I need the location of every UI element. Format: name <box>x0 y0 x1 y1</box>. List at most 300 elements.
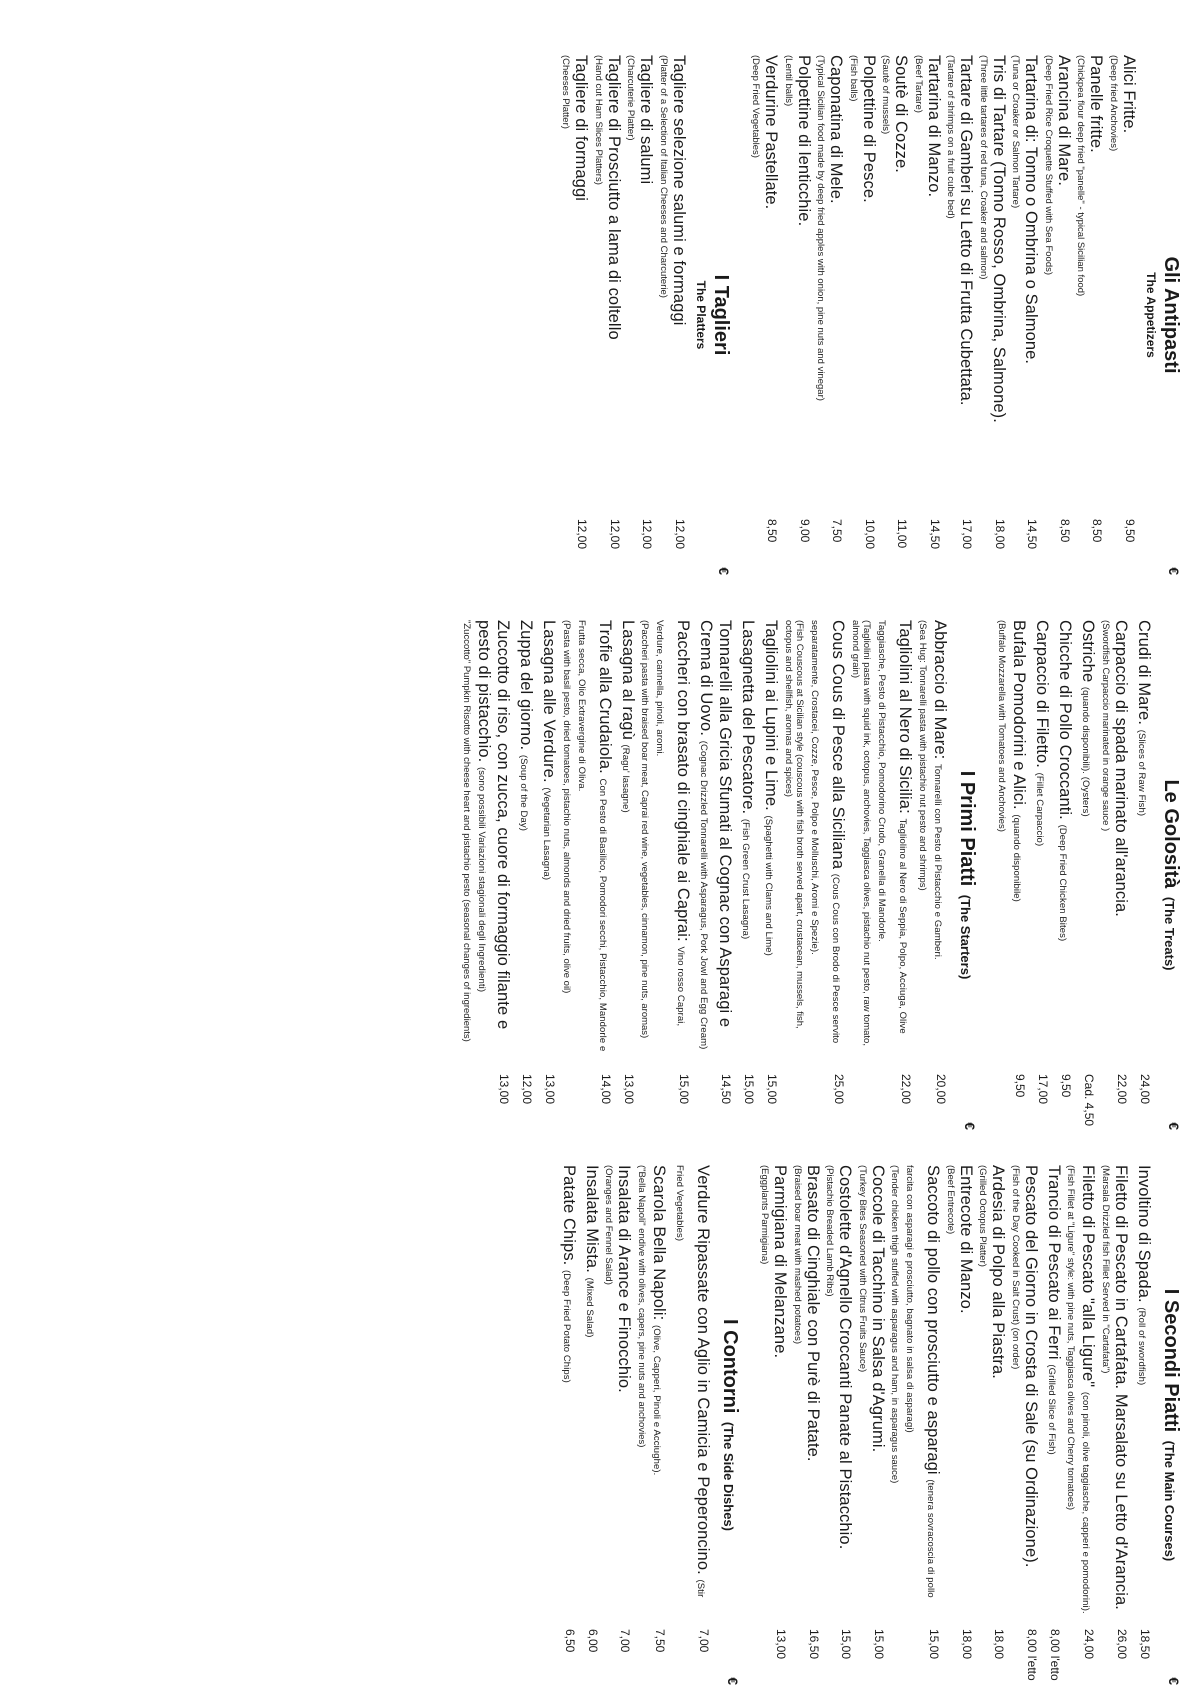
menu-item-price: 13,00 <box>543 1074 558 1105</box>
menu-item-title: Entrecote di Manzo. <box>957 1165 975 1314</box>
menu-item-title: Lasagna alle Verdure. <box>540 620 559 783</box>
menu-item <box>593 55 624 575</box>
section-contorni <box>557 1165 741 1685</box>
menu-item-note: (Spaghetti with Clams and Lime) <box>763 815 775 956</box>
menu-item <box>880 55 911 575</box>
menu-item <box>945 55 976 575</box>
menu-item-price: 15,00 <box>927 1629 942 1660</box>
menu-item-description: (Three little tartares of red tuna, Croaker and salmon) <box>978 55 989 280</box>
menu-item-name <box>1132 1165 1153 1617</box>
menu-item-name <box>928 620 949 1062</box>
menu-item-note: (Fish Green Crust Lasagna) <box>740 818 752 940</box>
section-header <box>955 620 978 1130</box>
menu-item-price: 12,00 <box>673 519 687 550</box>
menu-item-price: 7,00 <box>697 1629 711 1653</box>
menu-item <box>1010 1165 1041 1685</box>
menu-item-name <box>1022 55 1041 507</box>
menu-item-name <box>836 1165 855 1617</box>
section-header <box>1159 620 1182 1130</box>
menu-item-price: 14,00 <box>599 1074 613 1105</box>
menu-item-title: Tris di Tartare (Tonno Rosso, Ombrina, Salmone). <box>990 55 1008 423</box>
menu-item <box>913 55 944 575</box>
menu-item-title: Carpaccio di spada marinato all'arancia. <box>1112 620 1130 917</box>
menu-item-note: (Soup of the Day) <box>518 754 530 831</box>
menu-item-price: 6,50 <box>563 1629 577 1653</box>
menu-item-title: Brasato di Cinghiale con Purè di Patate. <box>804 1165 822 1462</box>
menu-item-description: (Oranges and Fennel Salad) <box>603 1165 615 1285</box>
menu-item-description: (Beef Entrecote) <box>945 1165 956 1235</box>
menu-item-title: Involtino di Spada. <box>1135 1165 1153 1303</box>
menu-item-title: Cous Cous di Pesce alla Siciliana <box>829 620 848 870</box>
menu-item-price: 12,00 <box>640 519 655 550</box>
menu-item-note: (sono possibili Variazioni stagionali degli Ingredienti) <box>476 767 488 993</box>
menu-item-name <box>651 620 693 1062</box>
section-title: I Primi Piatti <box>956 770 978 887</box>
menu-item <box>978 55 1009 575</box>
menu-item-name <box>892 55 911 507</box>
menu-item-description: (Turkey Bites Seasoned with Citrus Fruits Sauce) <box>857 1165 868 1373</box>
menu-item-title: Saccoto di pollo con prosciutto e asparagi <box>924 1165 943 1475</box>
menu-item-title: Paccheri con brasato di cinghiale ai Caprai: <box>674 620 693 942</box>
menu-item-note: (Roll of swordfish) <box>1136 1307 1147 1386</box>
menu-item-price: 14,50 <box>928 519 942 550</box>
menu-item-note: (Grilled Slice of Fish) <box>1046 1364 1057 1455</box>
menu-item <box>695 620 735 1130</box>
menu-item-note: (Deep Fried Chicken Bites) <box>1057 824 1069 942</box>
section-title: Le Golosità <box>1160 779 1182 889</box>
menu-item-description: (Beef Tartare) <box>913 55 924 113</box>
menu-item-name <box>538 620 559 1062</box>
menu-item-name <box>873 620 915 1062</box>
menu-items <box>560 55 688 575</box>
menu-item <box>996 620 1029 1130</box>
section-header <box>1159 1165 1182 1685</box>
menu-item <box>737 620 758 1130</box>
menu-item-name <box>868 1165 887 1617</box>
menu-item-price: 17,00 <box>960 519 975 550</box>
menu-item-note: Vino rosso Caprai, Verdure, cannella, pinoli, aromi. <box>654 620 687 1027</box>
menu-item <box>670 1165 712 1685</box>
menu-item-description: (Deep Fried Vegetables) <box>750 55 762 158</box>
section-secondi <box>759 1165 1182 1685</box>
currency-symbol: € <box>962 1122 978 1130</box>
menu-item-name <box>1031 620 1052 1062</box>
menu-item-title: Carpaccio di Filetto. <box>1033 620 1052 768</box>
menu-item-title: Tagliolini al Nero di Sicilia: <box>896 620 915 814</box>
menu-item-title: Caponatina di Mele. <box>827 55 846 204</box>
menu-item-note: (quando disponibile) <box>1011 814 1023 902</box>
section-subtitle: The Platters <box>694 280 708 350</box>
menu-item-name <box>557 1165 578 1617</box>
menu-item <box>561 620 615 1130</box>
menu-item-name <box>604 55 623 507</box>
menu-item-price: 7,00 <box>618 1629 633 1653</box>
menu-item-title: Chicche di Pollo Croccanti. <box>1056 620 1075 820</box>
menu-item <box>917 620 950 1130</box>
menu-item-title: Scarola Bella Napoli: <box>650 1165 668 1321</box>
menu-item-description: (Paccheri pasta with braised boar meat, Caprai red wine, vegetables, cinnamon, pine nuts, aromas) <box>639 620 651 1039</box>
menu-item-price: 7,50 <box>653 1629 667 1653</box>
menu-item-title: Tagliere di salumi <box>637 55 656 185</box>
menu-item-title: Parmigiana di Melanzane. <box>771 1165 790 1359</box>
menu-item-note: Tagliolino al Nero di Seppia, Polpo, Acciuga, Olive Taggiasche, Pesto di Pistacchio, Pomodorino Crudo, Granella di Mandorle. <box>876 620 909 1034</box>
menu-item-description: (Marsala Drizzled fish Fillet Served in "Cartafata") <box>1100 1165 1111 1374</box>
menu-item-title: Verdure Ripassate con Aglio in Camicia e Peperoncino. <box>694 1165 712 1575</box>
menu-items <box>759 1165 1153 1685</box>
menu-item <box>1100 1165 1131 1685</box>
menu-item <box>515 620 536 1130</box>
menu-item-name <box>924 55 943 507</box>
menu-item-description: ("Bella Napoli" endive with olives, capers, pine nuts and anchovies) <box>636 1165 647 1448</box>
menu-item-price: 26,00 <box>1115 1629 1129 1660</box>
menu-item-note: Con Pesto di Basilico, Pomodori secchi, Pistacchio, Mandorle e Frutta secca, Olio Extravergine di Oliva. <box>576 620 608 1052</box>
menu-item-price: 9,50 <box>1123 519 1137 543</box>
section-header <box>694 55 732 575</box>
menu-item-price: Cad. 4,50 <box>1082 1074 1097 1127</box>
section-subtitle: (The Starters) <box>958 894 973 980</box>
menu-item-price: 15,00 <box>742 1074 757 1105</box>
menu-item-name <box>989 55 1008 507</box>
menu-item <box>760 620 781 1130</box>
menu-item <box>815 55 846 575</box>
menu-item-name <box>572 55 591 507</box>
section-primi <box>461 620 978 1130</box>
menu-item-title: Abbraccio di Mare: <box>931 620 949 760</box>
menu-item-name <box>1077 1165 1098 1617</box>
menu-item-title: Crudi di Mare. <box>1135 620 1153 726</box>
menu-item-name <box>1132 620 1153 1062</box>
menu-item-name <box>956 1165 975 1617</box>
menu-item-title: Bufala Pomodorini e Alici. <box>1010 620 1029 810</box>
menu-item-name <box>989 1165 1008 1617</box>
section-header <box>1144 55 1182 575</box>
section-title: Gli Antipasti <box>1160 256 1182 374</box>
menu-item <box>977 1165 1008 1685</box>
menu-item-description: (Grilled Octopus Platter) <box>977 1165 989 1267</box>
menu-item-name <box>647 1165 668 1617</box>
menu-item-title: Ostriche <box>1079 620 1098 683</box>
menu-item-name <box>957 55 976 507</box>
section-title: I Secondi Piatti <box>1160 1288 1182 1433</box>
menu-item-description: (Tuna or Croaker or Salmon Tartare) <box>1010 55 1022 209</box>
menu-item <box>560 55 591 575</box>
menu-item-price: 15,00 <box>872 1629 886 1660</box>
menu-item <box>1100 620 1131 1130</box>
menu-item-price: 7,50 <box>830 519 845 543</box>
menu-item <box>750 55 781 575</box>
menu-item-price: 18,00 <box>960 1629 974 1660</box>
menu-item-price: 8,00 l'etto <box>1025 1629 1039 1681</box>
menu-item <box>1010 55 1041 575</box>
menu-item <box>850 620 915 1130</box>
section-subtitle: (The Treats) <box>1162 896 1177 971</box>
menu-item <box>639 620 693 1130</box>
menu-item-price: 13,00 <box>774 1629 789 1660</box>
menu-item-title: Lasagnetta del Pescatore. <box>739 620 758 815</box>
currency-symbol: € <box>716 567 732 575</box>
menu-item-title: Pescato del Giorno in Crosta di Sale (su Ordinazione). <box>1022 1165 1040 1568</box>
menu-item-description: (Pasta with basil pesto, dried tomatoes, pistachio nuts, almonds and dried fruits, olive oil) <box>561 620 572 994</box>
menu-item <box>636 1165 669 1685</box>
menu-item-name <box>806 620 848 1062</box>
menu-item-title: Polpettine di lenticchie. <box>795 55 813 227</box>
menu-item-description: (Hand cut Ham Slices Platters) <box>593 55 604 185</box>
menu-item <box>538 620 559 1130</box>
menu-item <box>616 620 637 1130</box>
menu-item <box>848 55 879 575</box>
menu-item-note: (Cognac Drizzled Tonnarelli with Asparagus, Pork Jowl and Egg Cream) <box>698 740 710 1050</box>
menu-item-name <box>1008 620 1029 1062</box>
menu-item-description: (Swordfish Carpaccio marinated in orange sauce ) <box>1100 620 1111 832</box>
menu-item-name <box>695 620 735 1062</box>
menu-item-price: 25,00 <box>832 1074 847 1105</box>
menu-item-note: (Mixed Salad) <box>584 1277 595 1338</box>
menu-item-name <box>515 620 536 1062</box>
menu-column-primi <box>10 620 1182 1130</box>
menu-item-description: (Deep Fried Rice Croquette Stuffed with Sea Foods) <box>1043 55 1054 276</box>
menu-item-price: 13,00 <box>622 1074 636 1105</box>
menu-item-description: (Pistachio Breaded Lamb Ribs) <box>824 1165 836 1297</box>
menu-item-price: 9,50 <box>1059 1074 1074 1098</box>
menu-item-price: 18,00 <box>992 1629 1007 1660</box>
menu-item-name <box>901 1165 943 1617</box>
menu-item-name <box>572 620 614 1062</box>
menu-item-title: Tagliere di formaggi <box>572 55 591 201</box>
menu-item-title: Alici Fritte. <box>1120 55 1138 134</box>
menu-item-title: Filetto di Pescato "alla Ligure" <box>1079 1165 1098 1388</box>
menu-item-description: (Charcuterie Platter) <box>625 55 637 141</box>
menu-item-title: Zuccotto di riso, con zucca, cuore di formaggio filante e pesto di pistacchio. <box>475 620 513 1030</box>
menu-item-description: (Typical Sicilian food made by deep fried apples with onion, pine nuts and vinegar) <box>815 55 827 401</box>
menu-item-note: (con pinoli, olive taggiasche, capperi e pomodorini). <box>1080 1391 1092 1614</box>
menu-item-title: Patate Chips. <box>560 1165 578 1266</box>
menu-items <box>557 1165 712 1685</box>
menu-item-description: (Eggplants Parmigiana) <box>759 1165 771 1265</box>
section-antipasti <box>750 55 1182 575</box>
menu-item-name <box>1111 620 1130 1062</box>
menu-item-title: Trofie alla Crudaiola. <box>596 620 614 774</box>
menu-item-title: Tagliere selezione salumi e formaggi <box>670 55 688 326</box>
menu-item-price: 18,00 <box>993 519 1007 550</box>
menu-item-title: Filetto di Pescato in Cartafata. Marsalato su Letto d'Arancia. <box>1112 1165 1130 1610</box>
menu-item-title: Insalata di Arance e Finocchio. <box>615 1165 634 1393</box>
menu-item <box>759 1165 790 1685</box>
section-title: I Contorni <box>719 1319 741 1414</box>
menu-item-note: (tenera sovracoscia di pollo farcita con asparagi e prosciutto, bagnato in salsa di asparagi) <box>904 1165 937 1598</box>
menu-item-name <box>771 1165 790 1617</box>
section-subtitle: (The Main Courses) <box>1162 1440 1177 1562</box>
section-title: I Taglieri <box>710 274 732 356</box>
menu-item-note: (Deep Fried Potato Chips) <box>561 1270 572 1383</box>
menu-item-name <box>762 55 781 507</box>
menu-item <box>580 1165 601 1685</box>
menu-item <box>461 620 513 1130</box>
menu-item-name <box>1054 55 1073 507</box>
menu-item-name <box>1077 620 1098 1062</box>
menu-item-title: Tonnarelli alla Gricia Sfumati al Cognac con Asparagi e Crema di Uovo. <box>697 620 735 1028</box>
menu-item-title: Arancina di Mare. <box>1055 55 1073 187</box>
menu-item-name <box>803 1165 822 1617</box>
currency-symbol: € <box>1166 1122 1182 1130</box>
menu-item <box>783 55 814 575</box>
menu-item-description: (Platter of a Selection of Italian Cheeses and Charcuterie) <box>658 55 669 298</box>
menu-item-price: 8,50 <box>765 519 780 543</box>
menu-item-price: 14,50 <box>719 1074 734 1105</box>
menu-item-name <box>1087 55 1106 507</box>
menu-item <box>1054 620 1075 1130</box>
menu-item-name <box>615 1165 634 1617</box>
menu-item-price: 9,50 <box>1013 1074 1028 1098</box>
menu-item-description: (Cheeses Platter) <box>560 55 572 129</box>
menu-item-title: Coccole di Tacchino in Salsa d'Agrumi. <box>869 1165 887 1453</box>
menu-item <box>1065 1165 1098 1685</box>
menu-item <box>945 1165 976 1685</box>
menu-items <box>750 55 1138 575</box>
menu-item <box>783 620 848 1130</box>
menu-item-price: 16,50 <box>807 1629 821 1660</box>
menu-item-description: (Lentil balls) <box>783 55 794 107</box>
menu-item-price: 10,00 <box>863 519 877 550</box>
menu-item-title: Polpettine di Pesce. <box>860 55 878 203</box>
menu-item-price: 12,00 <box>608 519 622 550</box>
menu-items <box>996 620 1153 1130</box>
menu-item-price: 22,00 <box>1115 1074 1129 1105</box>
menu-item <box>824 1165 855 1685</box>
menu-item-name <box>1042 1165 1063 1617</box>
menu-item-description: (Tagliolini pasta with squid ink, octopus, anchovies, Taggiasca olives, pistachio nut pesto, raw tomato, almond grain) <box>850 620 873 1046</box>
menu-item-name <box>1111 1165 1130 1617</box>
menu-item-price: 13,00 <box>497 1074 512 1105</box>
menu-item-title: Tartarina di Manzo. <box>925 55 943 198</box>
menu-item <box>889 1165 943 1685</box>
menu-item <box>603 1165 634 1685</box>
menu-item-price: 12,00 <box>575 519 590 550</box>
menu-item-title: Soutè di Cozze. <box>892 55 911 173</box>
menu-item-description: (Fish Couscous at Sicilian style (couscous with fish broth served apart, crustacean, mussels, fish, octopus and shellfish, aromas and spices) <box>783 620 806 1029</box>
menu-item-description: (Fish Fillet at "Ligure" style: with pine nuts, Taggiasca olives and Cherry tomatoes) <box>1065 1165 1077 1511</box>
menu-item-title: Tagliolini ai Lupini e Lime. <box>762 620 781 811</box>
menu-item-name <box>760 620 781 1062</box>
menu-item-note: (Slices of Raw Fish) <box>1136 729 1147 817</box>
menu-item-description: (Buffalo Mozzarella with Tomatoes and Anchovies) <box>996 620 1008 832</box>
menu-item-title: Costolette d'Agnello Croccanti Panate al Pistacchio. <box>836 1165 855 1550</box>
menu-item-title: Panelle fritte. <box>1087 55 1106 153</box>
menu-item-note: (Olive, Capperi, Pinoli e Acciughe). <box>651 1324 662 1476</box>
menu-item-name <box>1021 1165 1040 1617</box>
menu-item-note: (Ragu' lasagne) <box>620 744 631 813</box>
menu-item-title: Lasagna al ragù <box>619 620 637 740</box>
menu-item-note: (Fillet Carpaccio) <box>1034 772 1046 847</box>
menu-item <box>625 55 656 575</box>
menu-item <box>1042 1165 1063 1685</box>
menu-item-description: (Tartare of shrimps on a fruit cube bed) <box>945 55 957 219</box>
menu-item <box>557 1165 578 1685</box>
menu-item <box>1075 55 1106 575</box>
section-taglieri <box>560 55 732 575</box>
menu-item-name <box>794 55 813 507</box>
menu-item-note: (Vegetarian Lasagna) <box>541 787 553 881</box>
currency-symbol: € <box>725 1677 741 1685</box>
menu-item-price: 8,50 <box>1090 519 1105 543</box>
menu-item-price: 15,00 <box>839 1629 854 1660</box>
section-subtitle: The Appetizers <box>1144 272 1158 358</box>
menu-item-title: Insalata Mista. <box>583 1165 601 1273</box>
menu-item-price: 8,50 <box>1058 519 1072 543</box>
menu-item-description: (Fish of the Day Cooked in Salt Crust) (on order) <box>1010 1165 1021 1370</box>
menu-item-name <box>859 55 878 507</box>
menu-item-title: Trancio di Pescato ai Ferri <box>1045 1165 1063 1360</box>
menu-item-price: 11,00 <box>895 519 910 549</box>
menu-item-name <box>473 620 513 1062</box>
menu-item-price: 24,00 <box>1082 1629 1097 1660</box>
menu-item-name <box>827 55 846 507</box>
section-golosita <box>996 620 1182 1130</box>
menu-item-price: 15,00 <box>677 1074 692 1105</box>
menu-item-price: 8,00 l'etto <box>1048 1629 1062 1681</box>
menu-item <box>1132 1165 1153 1685</box>
menu-item-name <box>616 620 637 1062</box>
currency-symbol: € <box>1166 567 1182 575</box>
menu-item-description: (Sautè of mussels) <box>880 55 892 135</box>
menu-item <box>1077 620 1098 1130</box>
menu-item-note: (quando disponibili). (Oysters) <box>1080 686 1092 817</box>
menu-item <box>1108 55 1139 575</box>
menu-item-description: "Zuccotto" Pumpkin Risotto with cheese heart and pistachio pesto (seasonal changes of ingredients) <box>461 620 473 1042</box>
menu-item-description: (Braised boar meat with mashed potatoes) <box>792 1165 803 1345</box>
menu-item-price: 22,00 <box>899 1074 914 1105</box>
menu-item-name <box>1054 620 1075 1062</box>
menu-item-price: 15,00 <box>765 1074 780 1105</box>
menu-item-description: (Chickpea flour deep fried "panelle" - typical Sicilian food) <box>1075 55 1087 297</box>
menu-item-price: 20,00 <box>934 1074 948 1105</box>
menu-item-title: Verdurine Pastellate. <box>762 55 781 210</box>
menu-item-name <box>580 1165 601 1617</box>
menu-item-price: 9,00 <box>798 519 812 543</box>
menu-item-price: 18,50 <box>1138 1629 1152 1660</box>
section-header <box>718 1165 741 1685</box>
menu-item-title: Zuppa del giorno. <box>517 620 536 751</box>
menu-item-description: (Tender chicken thigh stuffed with asparagus and ham, in asparagus sauce) <box>889 1165 901 1484</box>
menu-column-secondi <box>10 1165 1182 1685</box>
menu-item <box>1031 620 1052 1130</box>
menu-item-note: Tonnarelli con Pesto di Pistacchio e Gamberi. <box>932 764 943 960</box>
menu-item-note: (Cous Cous con Brodo di Pesce servito separatamente, Crostacei, Cozze, Pesce, Polpo e Molluschi, Aromi e Spezie). <box>809 620 842 1044</box>
menu-item-title: Tagliere di Prosciutto a lama di coltello <box>605 55 623 340</box>
menu-item <box>792 1165 823 1685</box>
menu-item-description: (Deep fried Anchovies) <box>1108 55 1119 152</box>
menu-items <box>461 620 949 1130</box>
menu-item-price: 24,00 <box>1138 1074 1152 1105</box>
currency-symbol: € <box>1166 1677 1182 1685</box>
menu-item-name <box>669 55 688 507</box>
menu-item <box>1132 620 1153 1130</box>
menu-item-price: 6,00 <box>586 1629 600 1653</box>
menu-item-price: 12,00 <box>520 1074 535 1105</box>
menu-item-name <box>637 55 656 507</box>
menu-item-name <box>1119 55 1138 507</box>
menu-item-name <box>737 620 758 1062</box>
menu-item-description: (Sea Hug: Tonnarelli pasta with pistachio nut pesto and shrimps) <box>917 620 928 891</box>
menu-item <box>857 1165 888 1685</box>
menu-item-title: Ardesia di Polpo alla Piastra. <box>989 1165 1008 1379</box>
menu-item-title: Tartarina di: Tonno o Ombrina o Salmone. <box>1022 55 1041 365</box>
menu-item-title: Tartare di Gamberi su Letto di Frutta Cubettata. <box>957 55 976 406</box>
menu-item-description: (Fish balls) <box>848 55 859 102</box>
menu-item-note: (Stir Fried Vegetables) <box>674 1165 706 1598</box>
menu-column-antipasti <box>10 55 1182 575</box>
menu-item <box>1043 55 1074 575</box>
menu-item <box>658 55 689 575</box>
